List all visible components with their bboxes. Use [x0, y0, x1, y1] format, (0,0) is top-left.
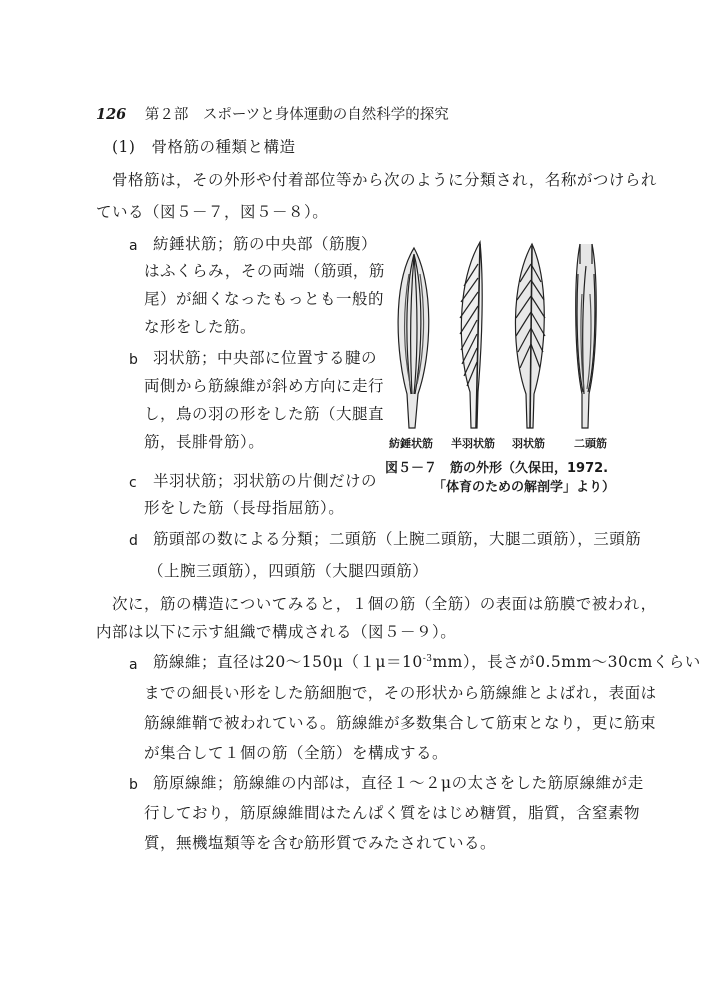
item-c-line-2: 形をした筋（長母指屈筋）。: [144, 499, 345, 517]
exponent: -3: [422, 654, 433, 664]
running-title: 第２部 スポーツと身体運動の自然科学的探究: [144, 107, 449, 123]
item-b-line-2: 両側から筋線維が斜め方向に走行: [144, 377, 385, 395]
bipennate-muscle-drawing: [515, 244, 545, 428]
structure-line-1: 次に，筋の構造についてみると，１個の筋（全筋）の表面は筋膜で被われ，: [112, 595, 657, 613]
unipennate-muscle-drawing: [460, 242, 482, 428]
item-b-line-3: し，鳥の羽の形をした筋（大腿直: [144, 405, 385, 423]
item-a-line-1: 紡錘状筋；筋の中央部（筋腹）: [153, 235, 378, 253]
intro-line-2: ている（図５－７，図５－８）。: [96, 203, 329, 221]
item-d-marker: d: [129, 533, 138, 549]
label-unipennate: 半羽状筋: [451, 437, 495, 450]
item-a-marker: a: [129, 238, 138, 254]
page-number: 126: [96, 106, 127, 123]
item-c-line-1: 半羽状筋；羽状筋の片側だけの: [153, 472, 378, 490]
item-a-line-2: はふくらみ，その両端（筋頭，筋: [144, 262, 385, 280]
fiber-b-line-1: 筋原線維；筋線維の内部は，直径１～２μの太さをした筋原線維が走: [153, 774, 644, 792]
fiber-b-line-2: 行しており，筋原線維間はたんぱく質をはじめ糖質，脂質，含窒素物: [144, 804, 641, 822]
fiber-a-line-3: 筋線維鞘で被われている。筋線維が多数集合して筋束となり，更に筋束: [144, 714, 657, 732]
item-b-marker: b: [129, 352, 138, 368]
item-b-line-1: 羽状筋；中央部に位置する腱の: [153, 349, 378, 367]
fiber-a-line-1: 筋線維；直径は$20\sim 150\mu(1\mu=10^{-3}mm)$，長さが0.5mm～30cmくらい: [153, 653, 701, 672]
label-biceps: 二頭筋: [574, 437, 607, 450]
item-b-line-4: 筋，長腓骨筋）。: [144, 433, 265, 451]
structure-line-2: 内部は以下に示す組織で構成される（図５－９）。: [96, 623, 457, 641]
label-bipennate: 羽状筋: [512, 437, 545, 450]
figure-caption-title: 図５－７ 筋の外形（久保田，1972.: [385, 461, 609, 476]
muscle-shapes-figure: [384, 234, 624, 434]
item-d-line-1: 筋頭部の数による分類；二頭筋（上腕二頭筋，大腿二頭筋），三頭筋: [153, 530, 642, 548]
item-d-line-2: （上腕三頭筋），四頭筋（大腿四頭筋）: [148, 562, 429, 580]
fiber-b-marker: b: [129, 777, 138, 793]
fiber-a-line-2: までの細長い形をした筋細胞で，その形状から筋線維とよばれ，表面は: [144, 684, 657, 702]
biceps-muscle-drawing: [576, 244, 596, 428]
figure-caption-source: 「体育のための解剖学」より）: [433, 480, 616, 495]
fusiform-muscle-drawing: [398, 248, 429, 428]
fiber-b-line-3: 質，無機塩類等を含む筋形質でみたされている。: [144, 834, 497, 852]
item-a-line-4: な形をした筋。: [144, 318, 257, 336]
section-title: (1) 骨格筋の種類と構造: [112, 138, 296, 156]
item-a-line-3: 尾）が細くなったもっとも一般的: [144, 290, 385, 308]
item-c-marker: c: [129, 475, 137, 491]
fiber-a-line-4: が集合して１個の筋（全筋）を構成する。: [144, 744, 449, 762]
fiber-a-marker: a: [129, 657, 138, 673]
intro-line-1: 骨格筋は，その外形や付着部位等から次のように分類され，名称がつけられ: [112, 171, 657, 189]
running-header: [96, 103, 449, 124]
label-fusiform: 紡錘状筋: [389, 437, 433, 450]
